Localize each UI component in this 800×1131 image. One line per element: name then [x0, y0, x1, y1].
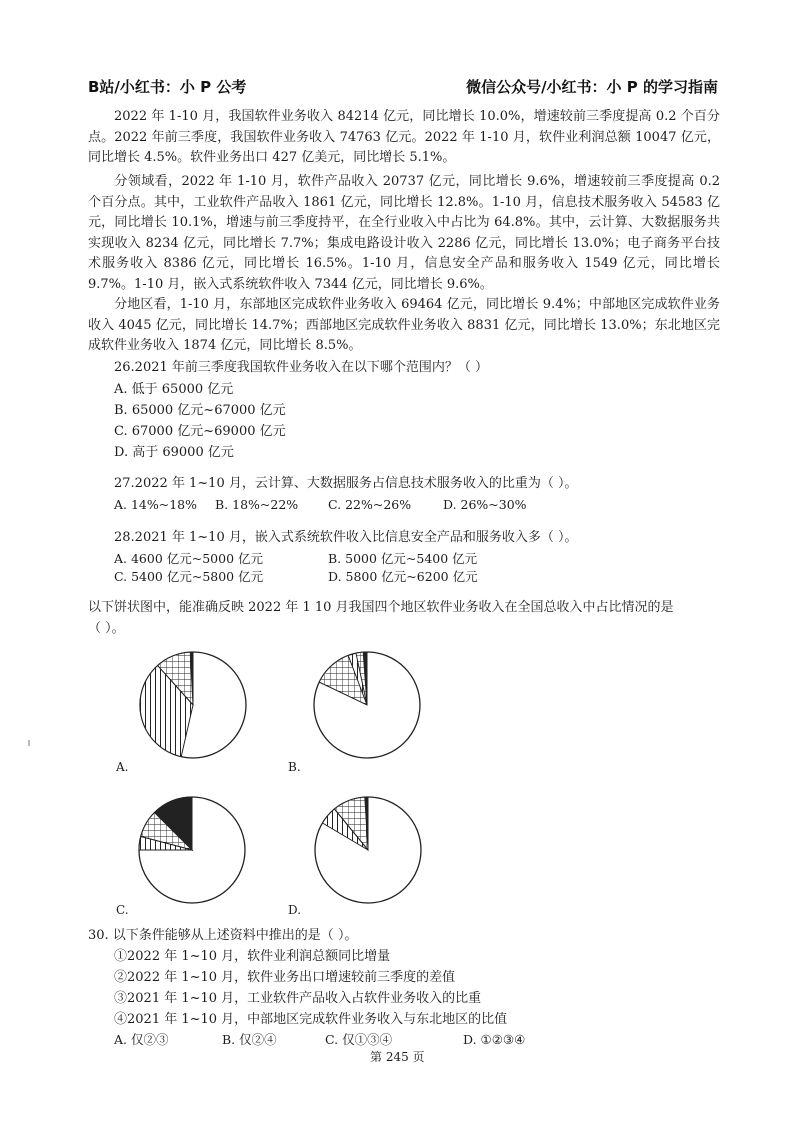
question-30-item-3: ③2021 年 1~10 月，工业软件产品收入占软件业务收入的比重: [114, 991, 482, 1006]
question-28-option-c[interactable]: C. 5400 亿元~5800 亿元: [114, 569, 264, 584]
header-left-text: B站/小红书：小 P 公考: [88, 78, 247, 96]
pie-chart-a[interactable]: [118, 649, 250, 761]
question-27-option-a[interactable]: A. 14%~18%: [114, 497, 198, 512]
question-30-option-b[interactable]: B. 仅②④: [222, 1032, 277, 1047]
question-29-stem-line1: 以下饼状图中，能准确反映 2022 年 1 10 月我国四个地区软件业务收入在全国总收入中占比情况的是: [88, 600, 674, 615]
question-30-option-d[interactable]: D. ①②③④: [463, 1032, 526, 1047]
question-28-option-a[interactable]: A. 4600 亿元~5000 亿元: [114, 551, 264, 566]
pie-chart-b[interactable]: [300, 649, 450, 761]
question-30-option-c[interactable]: C. 仅①③④: [325, 1032, 393, 1047]
page-number: 第 245 页: [370, 1050, 425, 1064]
scan-mark: [28, 740, 30, 746]
question-30-stem: 30. 以下条件能够从上述资料中推出的是（ ）。: [88, 928, 358, 943]
question-27-option-c[interactable]: C. 22%~26%: [328, 497, 412, 512]
question-26-option-c[interactable]: C. 67000 亿元~69000 亿元: [114, 424, 286, 439]
question-26-option-b[interactable]: B. 65000 亿元~67000 亿元: [114, 403, 286, 418]
question-30-item-4: ④2021 年 1~10 月，中部地区完成软件业务收入与东北地区的比值: [114, 1012, 508, 1027]
pie-c-label: C.: [116, 903, 129, 917]
passage-paragraph-1: 2022 年 1-10 月，我国软件业务收入 84214 亿元，同比增长 10.0%，增速较前三季度提高 0.2 个百分点。2022 年前三季度，我国软件业务收入 74763 亿元。2022 年 1-10 月，软件业利润总额 10047 亿元，同比增长 4.5%。软件业务出口 427 亿美元，同比增长 5.1%。: [88, 109, 720, 165]
question-26-option-a[interactable]: A. 低于 65000 亿元: [114, 382, 234, 397]
pie-chart-d[interactable]: [300, 794, 450, 906]
header-right-text: 微信公众号/小红书：小 P 的学习指南: [466, 78, 718, 96]
question-29-stem-line2: （ ）。: [88, 621, 125, 636]
question-26-stem: 26.2021 年前三季度我国软件业务收入在以下哪个范围内？（ ）: [114, 360, 489, 375]
passage-paragraph-3: 分地区看，1-10 月，东部地区完成软件业务收入 69464 亿元，同比增长 9.4%；中部地区完成软件业务收入 4045 亿元，同比增长 14.7%；西部地区完成软件业务收入 8831 亿元，同比增长 13.0%；东北地区完成软件业务收入 1874 亿元，同比增长 8.5%。: [88, 297, 720, 353]
question-28-option-b[interactable]: B. 5000 亿元~5400 亿元: [328, 551, 478, 566]
question-28-option-d[interactable]: D. 5800 亿元~6200 亿元: [328, 569, 478, 584]
pie-chart-c[interactable]: [118, 794, 258, 906]
pie-b-label: B.: [288, 760, 301, 774]
question-28-stem: 28.2021 年 1~10 月，嵌入式系统软件收入比信息安全产品和服务收入多（ ）。: [114, 530, 578, 545]
question-30-option-a[interactable]: A. 仅②③: [114, 1032, 169, 1047]
question-30-item-2: ②2022 年 1~10 月，软件业务出口增速较前三季度的差值: [114, 970, 456, 985]
pie-a-label: A.: [116, 760, 129, 774]
question-26-option-d[interactable]: D. 高于 69000 亿元: [114, 445, 234, 460]
passage-paragraph-2: 分领域看，2022 年 1-10 月，软件产品收入 20737 亿元，同比增长 9.6%，增速较前三季度提高 0.2 个百分点。其中，工业软件产品收入 1861 亿元，同比增长 12.8%。1-10 月，信息技术服务收入 54583 亿元，同比增长 10.1%，增速与前三季度持平，在全行业收入中占比为 64.8%。其中，云计算、大数据服务共实现收入 8234 亿元，同比增长 7.7%；集成电路设计收入 2286 亿元，同比增长 13.0%；电子商务平台技术服务收入 8386 亿元，同比增长 16.5%。1-10 月，信息安全产品和服务收入 1549 亿元，同比增长 9.7%。1-10 月，嵌入式系统软件收入 7344 亿元，同比增长 9.6%。: [88, 174, 720, 292]
question-27-option-d[interactable]: D. 26%~30%: [443, 497, 527, 512]
pie-d-label: D.: [288, 903, 302, 917]
question-30-item-1: ①2022 年 1~10 月，软件业利润总额同比增量: [114, 949, 391, 964]
question-27-option-b[interactable]: B. 18%~22%: [215, 497, 299, 512]
question-27-stem: 27.2022 年 1~10 月，云计算、大数据服务占信息技术服务收入的比重为（ ）。: [114, 476, 578, 491]
